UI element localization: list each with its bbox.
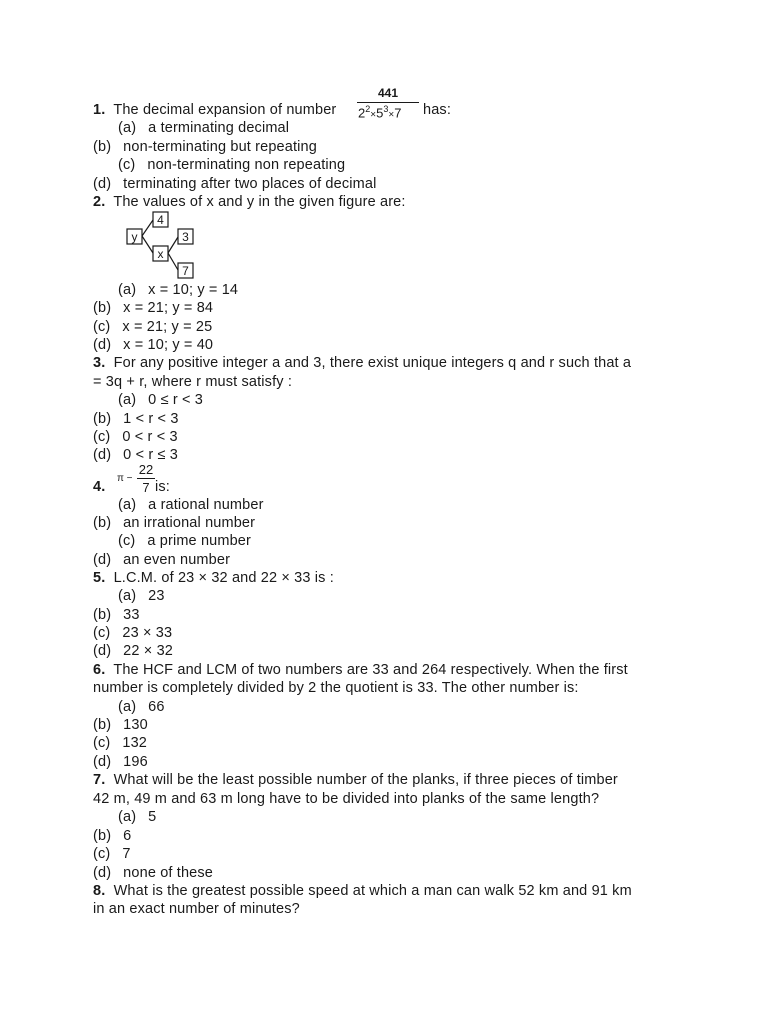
option-text: none of these [123, 865, 213, 881]
q7-number: 7. [93, 772, 106, 788]
q3-number: 3. [93, 355, 106, 371]
q2-option-d [93, 336, 213, 354]
q4-option-c [118, 532, 251, 550]
q7-text-line1: What will be the least possible number of the planks, if three pieces of timber [113, 772, 618, 788]
q1-base2: 5 [376, 105, 384, 121]
option-text: non-terminating non repeating [147, 157, 346, 173]
q1-times1: × [370, 109, 377, 121]
option-text: 0 < r < 3 [122, 429, 178, 445]
option-label: (c) [93, 319, 111, 335]
option-label: (d) [93, 754, 112, 770]
q8-text-line1: What is the greatest possible speed at which a man can walk 52 km and 91 km [113, 883, 632, 899]
q6-option-d [93, 753, 148, 771]
option-text: 0 ≤ r < 3 [148, 392, 204, 408]
q1-exp2: 3 [383, 104, 389, 114]
option-text: 6 [123, 828, 132, 844]
q6-text-line2: number is completely divided by 2 the quotient is 33. The other number is: [93, 680, 579, 696]
q4-option-a [118, 496, 264, 514]
option-label: (a) [118, 392, 137, 408]
q1-base1: 2 [358, 105, 366, 121]
q7-option-b [93, 827, 131, 845]
option-text: 23 [148, 588, 165, 604]
q1-factor3: 7 [394, 105, 402, 121]
q5-option-a [118, 587, 165, 605]
option-label: (a) [118, 120, 137, 136]
q6-option-c [93, 734, 147, 752]
q6-stem [93, 661, 628, 679]
q6-option-b [93, 716, 148, 734]
option-text: 196 [123, 754, 148, 770]
q4-number-line [93, 478, 109, 496]
option-label: (b) [93, 139, 112, 155]
option-text: x = 10; y = 40 [123, 337, 214, 353]
option-label: (a) [118, 282, 137, 298]
q5-stem [93, 569, 334, 587]
option-label: (d) [93, 865, 112, 881]
q4-number: 4. [93, 479, 106, 495]
option-text: 23 × 33 [122, 625, 173, 641]
option-label: (c) [118, 533, 136, 549]
option-text: 1 < r < 3 [123, 411, 179, 427]
q2-option-a [118, 281, 238, 299]
q6-option-a [118, 698, 165, 716]
option-text: 5 [148, 809, 157, 825]
q1-option-d [93, 175, 376, 193]
option-text: x = 10; y = 14 [148, 282, 239, 298]
q1-exp1: 2 [365, 104, 371, 114]
option-text: a prime number [147, 533, 252, 549]
option-label: (a) [118, 497, 137, 513]
option-label: (d) [93, 337, 112, 353]
factor-label-4: 4 [157, 213, 164, 227]
tree-branch [142, 236, 153, 253]
q4-option-b [93, 514, 255, 532]
option-text: 22 × 32 [123, 643, 174, 659]
q2-text: The values of x and y in the given figure are: [113, 194, 406, 210]
q4-option-d [93, 551, 230, 569]
option-text: a rational number [148, 497, 264, 513]
q1-option-c [118, 156, 345, 174]
q1-fraction-numerator: 441 [377, 86, 399, 100]
q7-option-d [93, 864, 213, 882]
option-text: an irrational number [123, 515, 256, 531]
option-label: (b) [93, 300, 112, 316]
option-label: (b) [93, 607, 112, 623]
option-label: (c) [93, 735, 111, 751]
option-text: non-terminating but repeating [123, 139, 317, 155]
option-label: (a) [118, 699, 137, 715]
q1-fraction-denominator [358, 104, 401, 120]
q5-option-d [93, 642, 173, 660]
q7-option-a [118, 808, 156, 826]
tree-branch [168, 237, 178, 253]
option-text: x = 21; y = 25 [122, 319, 213, 335]
q8-text-line2: in an exact number of minutes? [93, 901, 300, 917]
option-label: (b) [93, 515, 112, 531]
option-text: 130 [123, 717, 148, 733]
q3-option-c [93, 428, 178, 446]
factor-tree-diagram [120, 208, 200, 280]
q5-text: L.C.M. of 23 × 32 and 22 × 33 is : [113, 570, 334, 586]
option-label: (d) [93, 643, 112, 659]
q3-text-line1: For any positive integer a and 3, there exist unique integers q and r such that a [113, 355, 632, 371]
q7-text-line2: 42 m, 49 m and 63 m long have to be divided into planks of the same length? [93, 791, 600, 807]
option-text: a terminating decimal [148, 120, 290, 136]
option-text: 0 < r ≤ 3 [123, 447, 179, 463]
q3-option-a [118, 391, 203, 409]
q2-option-c [93, 318, 212, 336]
q2-option-b [93, 299, 213, 317]
q4-expression [117, 462, 157, 496]
q3-option-b [93, 410, 179, 428]
option-label: (b) [93, 828, 112, 844]
option-label: (c) [118, 157, 136, 173]
q4-numerator: 22 [138, 462, 154, 477]
factor-label-y: y [131, 230, 138, 244]
tree-branch [168, 253, 178, 270]
q1-option-b [93, 138, 317, 156]
q1-fraction-bar [357, 102, 419, 103]
q1-stem [93, 101, 336, 119]
q1-times2: × [388, 109, 395, 121]
q4-pi-minus: π − [117, 473, 133, 484]
q1-suffix: has: [423, 102, 452, 118]
q7-option-c [93, 845, 131, 863]
q8-stem [93, 882, 632, 900]
option-label: (d) [93, 447, 112, 463]
option-text: 33 [123, 607, 140, 623]
option-text: x = 21; y = 84 [123, 300, 214, 316]
option-label: (d) [93, 552, 112, 568]
factor-label-7: 7 [182, 264, 189, 278]
q1-option-a [118, 119, 289, 137]
q3-text-line2: = 3q + r, where r must satisfy : [93, 374, 293, 390]
factor-label-3: 3 [182, 230, 189, 244]
option-text: 66 [148, 699, 165, 715]
option-text: an even number [123, 552, 231, 568]
option-text: 132 [122, 735, 148, 751]
q6-number: 6. [93, 662, 106, 678]
option-label: (c) [93, 846, 111, 862]
option-label: (d) [93, 176, 112, 192]
q4-suffix: is: [155, 479, 170, 495]
q5-number: 5. [93, 570, 106, 586]
q8-number: 8. [93, 883, 106, 899]
q4-fraction-bar [137, 478, 155, 479]
option-label: (a) [118, 588, 137, 604]
q6-text-line1: The HCF and LCM of two numbers are 33 and 264 respectively. When the first [113, 662, 628, 678]
option-label: (b) [93, 717, 112, 733]
q5-option-b [93, 606, 140, 624]
q4-denominator: 7 [142, 480, 150, 495]
option-label: (a) [118, 809, 137, 825]
q7-stem [93, 771, 618, 789]
option-label: (c) [93, 429, 111, 445]
q1-number: 1. [93, 102, 106, 118]
q5-option-c [93, 624, 172, 642]
tree-branch [142, 220, 153, 236]
option-text: terminating after two places of decimal [123, 176, 377, 192]
option-label: (b) [93, 411, 112, 427]
option-text: 7 [122, 846, 131, 862]
factor-label-x: x [157, 247, 164, 261]
q3-stem [93, 354, 631, 372]
q1-text: The decimal expansion of number [113, 102, 337, 118]
q2-number: 2. [93, 194, 106, 210]
option-label: (c) [93, 625, 111, 641]
